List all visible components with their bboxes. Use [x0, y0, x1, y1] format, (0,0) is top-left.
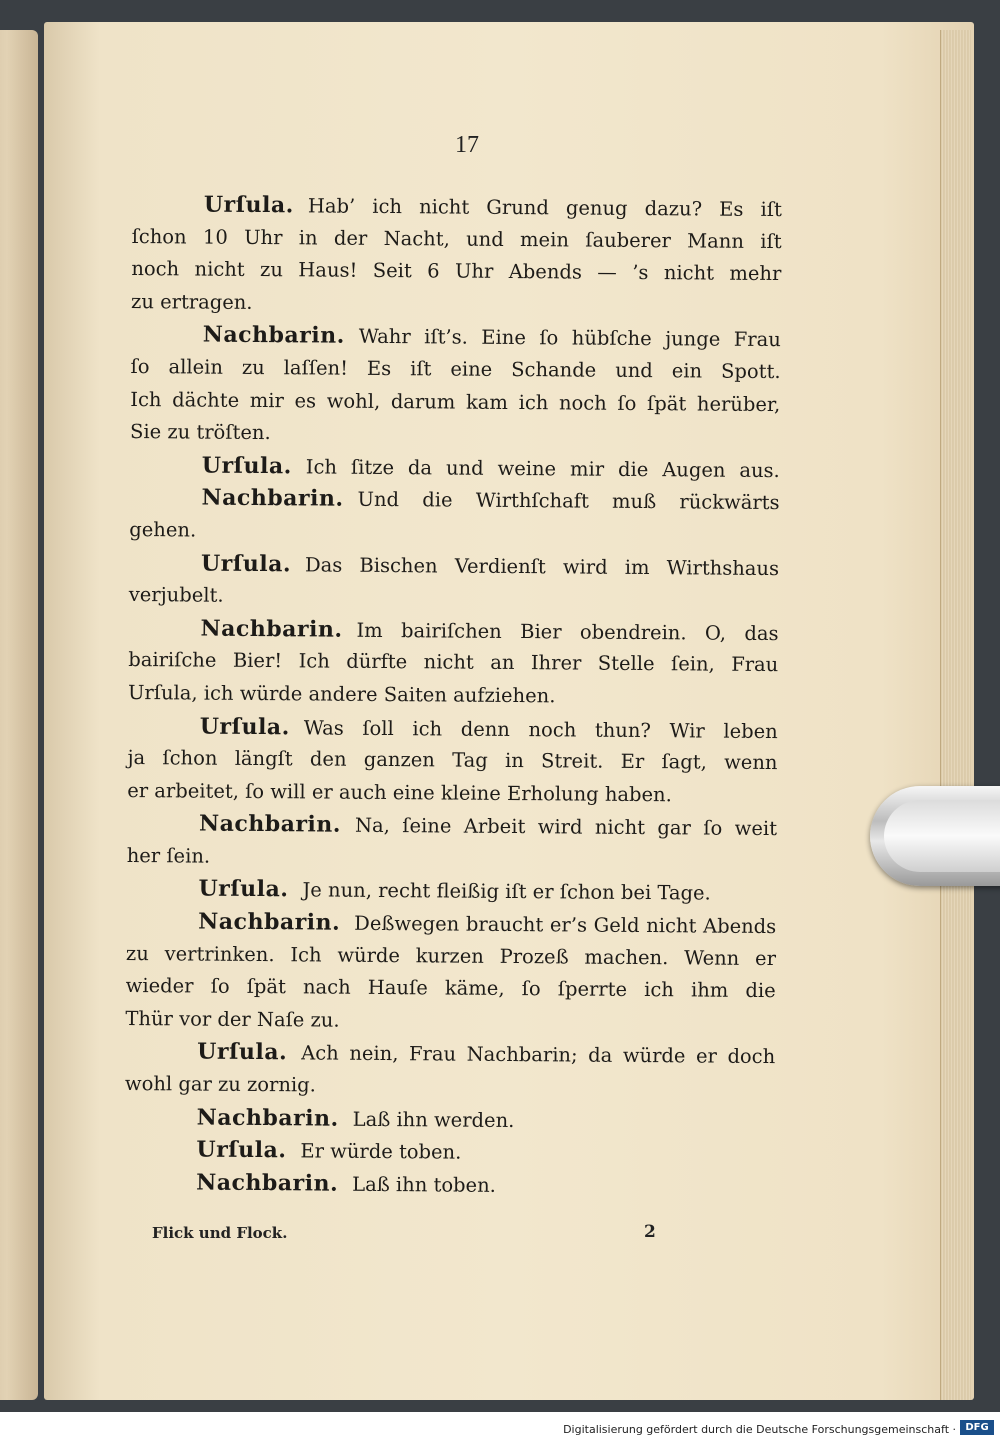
line-text: verjubelt. [128, 583, 224, 607]
line-text: wohl gar zu zornig. [124, 1072, 316, 1097]
dfg-logo: DFG [960, 1420, 994, 1435]
page-fore-edge [940, 30, 971, 1400]
speaker-name: Urſula. [203, 191, 294, 219]
line-text: Thür vor der Naſe zu. [125, 1006, 340, 1032]
speaker-name: Nachbarin. [196, 1104, 339, 1132]
line-text: wieder ſo ſpät nach Hauſe käme, ſo ſperrte ich ihm die [125, 974, 776, 1003]
page-clip [870, 786, 1000, 886]
line-text: gehen. [129, 517, 197, 542]
text-line [127, 775, 777, 813]
text-line [126, 970, 776, 1008]
speaker-line [129, 481, 779, 519]
text-line [129, 579, 779, 617]
speaker-line [125, 1035, 775, 1073]
line-text: Hab’ ich nicht Grund genug dazu? Es iſt [307, 194, 782, 222]
text-line [129, 514, 779, 552]
speaker-name: Urſula. [199, 713, 290, 740]
line-text: Und die Wirthſchaft muß rückwärts [357, 488, 780, 515]
text-line [130, 351, 780, 389]
speaker-line [124, 1133, 774, 1171]
line-text: Na, ſeine Arbeit wird nicht gar ſo weit [354, 814, 778, 841]
speaker-name: Nachbarin. [198, 810, 342, 838]
left-page-edge [0, 30, 38, 1400]
line-text: Ach nein, Frau Nachbarin; da würde er doch [301, 1041, 776, 1069]
text-line [128, 644, 778, 682]
line-text: bairiſche Bier! Ich dürfte nicht an Ihrer Stelle ſein, Frau [128, 648, 779, 677]
line-text: Laß ihn werden. [352, 1107, 515, 1132]
text-line [131, 286, 781, 324]
text-line [130, 384, 780, 422]
speaker-line [126, 905, 776, 943]
funding-credit: Digitalisierung gefördert durch die Deutsche Forschungsgemeinschaft · [563, 1423, 956, 1436]
speaker-line [128, 709, 778, 747]
text-line [128, 677, 778, 715]
line-text: Deßwegen braucht er’s Geld nicht Abends [354, 911, 777, 939]
line-text: Was ſoll ich denn noch thun? Wir leben [303, 715, 778, 743]
speaker-line [130, 449, 780, 487]
line-text: Laß ihn toben. [352, 1172, 496, 1197]
text-line [127, 840, 777, 878]
footer-signature: Flick und Flock. [152, 1224, 288, 1242]
line-text: Urſula, ich würde andere Saiten aufziehen. [127, 680, 556, 708]
text-line [131, 253, 781, 291]
line-text: zu vertrinken. Ich würde kurzen Prozeß machen. Wenn er [125, 941, 777, 970]
line-text: Im bairiſchen Bier obendrein. O, das [356, 618, 779, 645]
text-line [127, 742, 777, 780]
speaker-line [128, 612, 778, 650]
text-line [125, 1003, 775, 1041]
text-line [125, 1068, 775, 1106]
line-text: Er würde toben. [300, 1139, 462, 1164]
line-text: ſchon 10 Uhr in der Nacht, und mein ſauberer Mann iſt [131, 224, 782, 253]
text-line [131, 221, 781, 259]
line-text: Sie zu tröſten. [129, 420, 271, 445]
speaker-name: Urſula. [200, 550, 292, 577]
speaker-name: Nachbarin. [196, 1169, 339, 1197]
page-number: 17 [455, 132, 479, 158]
speaker-line [124, 1166, 774, 1204]
speaker-name: Nachbarin. [200, 615, 343, 643]
speaker-name: Urſula. [197, 1038, 288, 1066]
text-line [126, 938, 776, 976]
line-text: Wahr iſt’s. Eine ſo hübſche junge Frau [358, 325, 781, 352]
speaker-line [126, 872, 776, 910]
line-text: Je nun, recht fleißig iſt er ſchon bei Tage. [302, 878, 711, 906]
line-text: her ſein. [126, 843, 211, 868]
speaker-line [129, 547, 779, 585]
speaker-line [127, 807, 777, 845]
line-text: Das Bischen Verdienſt wird im Wirthshaus [304, 552, 780, 580]
speaker-name: Nachbarin. [198, 908, 341, 936]
line-text: ja ſchon längſt den ganzen Tag in Streit. Er ſagt, wenn [127, 746, 778, 775]
line-text: noch nicht zu Haus! Seit 6 Uhr Abends — ’s nicht mehr [131, 257, 782, 286]
line-text: Ich ſitze da und weine mir die Augen aus. [305, 455, 780, 482]
line-text: zu ertragen. [131, 289, 253, 314]
speaker-name: Nachbarin. [202, 321, 345, 350]
speaker-line [132, 188, 782, 226]
speaker-name: Urſula. [196, 1136, 287, 1164]
line-text: er arbeitet, ſo will er auch eine kleine Erholung haben. [127, 778, 672, 806]
line-text: ſo allein zu laſſen! Es iſt eine Schande und ein Spott. [130, 354, 781, 384]
speaker-line [131, 318, 781, 356]
dialogue-text-block [124, 188, 782, 1203]
speaker-name: Urſula. [198, 876, 289, 903]
line-text: Ich dächte mir es wohl, darum kam ich noch ſo ſpät herüber, [130, 387, 781, 416]
speaker-name: Urſula. [201, 452, 292, 480]
text-line [130, 416, 780, 454]
page-clip-highlight [884, 800, 1000, 872]
speaker-name: Nachbarin. [201, 484, 344, 513]
speaker-line [125, 1101, 775, 1139]
sheet-number: 2 [644, 1222, 656, 1242]
